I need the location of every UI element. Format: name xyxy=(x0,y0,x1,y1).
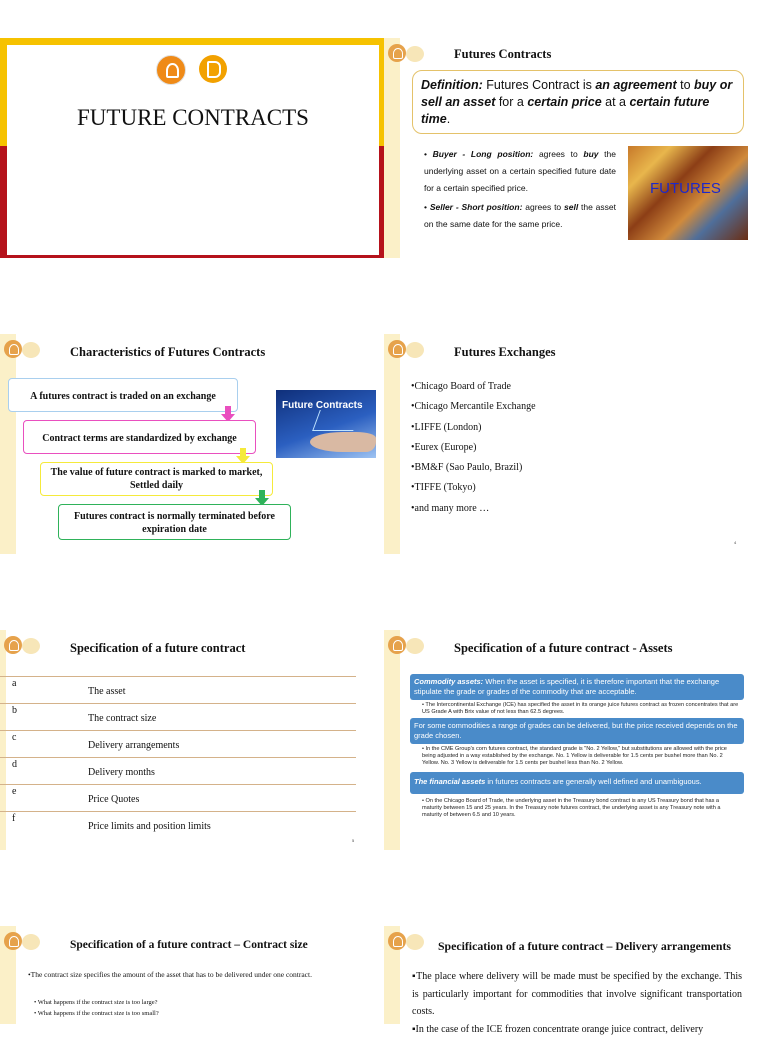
definition-emphasis: certain price xyxy=(527,95,601,109)
slide-title: Specification of a future contract – Contract size xyxy=(70,939,308,951)
exchange-item: •LIFFE (London) xyxy=(411,418,536,438)
spec-letter: c xyxy=(12,732,16,743)
faculty-logo-icon xyxy=(22,342,40,358)
spec-letter: f xyxy=(12,813,15,824)
slide-specification xyxy=(0,630,384,850)
spec-letter: e xyxy=(12,786,16,797)
exchange-item: •Eurex (Europe) xyxy=(411,438,536,458)
faculty-logo-icon xyxy=(406,46,424,62)
spec-text: The contract size xyxy=(88,713,156,724)
characteristic-box: The value of future contract is marked to market, Settled daily xyxy=(40,462,273,496)
contract-size-text: •The contract size specifies the amount of the asset that has to be delivered under one contract. xyxy=(28,967,348,982)
deck-title: FUTURE CONTRACTS xyxy=(7,105,379,131)
bullet-verb: buy xyxy=(583,149,598,159)
exchange-item: •Chicago Board of Trade xyxy=(411,377,536,397)
characteristic-box: Contract terms are standardized by exchange xyxy=(23,420,256,454)
university-logo-icon xyxy=(4,636,22,654)
bullet-verb: sell xyxy=(564,202,578,212)
university-logo-icon xyxy=(388,932,406,950)
spec-text: Delivery arrangements xyxy=(88,740,179,751)
image-caption: Future Contracts xyxy=(282,400,363,411)
delivery-text xyxy=(412,968,742,1038)
slide-logos xyxy=(4,636,38,656)
band-text: in futures contracts are generally well defined and unambiguous. xyxy=(485,777,701,786)
definition-text: at a xyxy=(602,95,630,109)
exchange-item: •Chicago Mercantile Exchange xyxy=(411,397,536,417)
grades-band xyxy=(410,718,744,744)
band-text: For some commodities a range of grades can be delivered, but the price received depends on the grade chosen. xyxy=(414,721,738,740)
slide-title: Characteristics of Futures Contracts xyxy=(70,345,265,360)
slide-inner xyxy=(7,45,379,255)
bullet-lead: Buyer - Long position: xyxy=(433,149,534,159)
slide-futures-exchanges xyxy=(384,334,768,554)
slide-futures-contracts xyxy=(384,38,768,258)
faculty-logo-icon xyxy=(22,934,40,950)
slide-logos xyxy=(388,932,422,952)
slide-side-strip xyxy=(384,630,400,850)
delivery-paragraph: ▪The place where delivery will be made must be specified by the exchange. This is particularly important for commodities that involve significant transportation costs. xyxy=(412,968,742,1021)
definition-text: for a xyxy=(495,95,527,109)
slide-title: Futures Exchanges xyxy=(454,345,556,360)
spec-letter: d xyxy=(12,759,17,770)
spec-letter: a xyxy=(12,678,16,689)
slide-side-strip xyxy=(0,334,16,554)
page-number: 4 xyxy=(734,540,736,545)
band-text: When the asset is specified, it is therefore important that the exchange stipulate the grade or grades of the commodity that are acceptable. xyxy=(414,677,719,696)
slide-contract-size xyxy=(0,926,384,1024)
exchange-item: •and many more … xyxy=(411,499,536,519)
university-logo-icon xyxy=(4,340,22,358)
spec-row xyxy=(0,703,356,731)
university-logo-icon xyxy=(388,636,406,654)
slide-logos xyxy=(4,340,38,360)
definition-text: to xyxy=(677,78,694,92)
bullet-text: the underlying asset on a certain specified future date for a certain specified price. xyxy=(424,149,616,193)
exchange-item: •BM&F (Sao Paulo, Brazil) xyxy=(411,458,536,478)
image-chart-line xyxy=(312,410,361,431)
sub-bullet: • In the CME Group's corn futures contract, the standard grade is "No. 2 Yellow," but substitutions are allowed with the price being adjusted in a way established by the exchange. No. 1 Yellow is deliverable for 1.5 cents per bushel more than No. 2 Yellow. No. 3 Yellow is deliverable for 1.5 cents per bushel less than No. 2 Yellow. xyxy=(422,746,740,767)
image-hand xyxy=(310,432,376,452)
contract-size-question: • What happens if the contract size is too small? xyxy=(34,1008,159,1020)
slide-logos xyxy=(388,44,422,64)
spec-letter: b xyxy=(12,705,17,716)
spec-row xyxy=(0,757,356,785)
slide-title: Specification of a future contract - Assets xyxy=(454,641,672,656)
faculty-logo-icon xyxy=(22,638,40,654)
slide-side-strip xyxy=(384,334,400,554)
bullet-buyer: • Buyer - Long position: agrees to buy the underlying asset on a certain specified future date for a certain specified price. xyxy=(424,146,616,197)
sub-bullet: • On the Chicago Board of Trade, the underlying asset in the Treasury bond contract is any US Treasury bond that has a maturity between 15 and 25 years. In the Treasury note futures contract, the underlying asset is any Treasury note with a maturity of between 6.5 and 10 years. xyxy=(422,798,740,819)
slide-delivery-arrangements xyxy=(384,926,768,1024)
spec-text: Delivery months xyxy=(88,767,155,778)
definition-emphasis: an agreement xyxy=(595,78,676,92)
future-contracts-image xyxy=(276,390,376,458)
definition-box xyxy=(412,70,744,134)
bullet-text: the asset on the same date for the same price. xyxy=(424,202,616,229)
faculty-logo-icon xyxy=(406,934,424,950)
exchange-list xyxy=(411,377,536,519)
slide-logos xyxy=(388,636,422,656)
spec-text: Price limits and position limits xyxy=(88,821,211,832)
faculty-logo-icon xyxy=(406,638,424,654)
bullet-text: agrees to xyxy=(522,202,564,212)
page-number: 5 xyxy=(352,838,354,843)
slide-logos xyxy=(388,340,422,360)
university-logo-icon xyxy=(388,340,406,358)
faculty-logo-icon xyxy=(406,342,424,358)
slide-characteristics xyxy=(0,334,384,554)
slide-title: Specification of a future contract xyxy=(70,641,245,656)
commodity-assets-band xyxy=(410,674,744,700)
slide-title: Futures Contracts xyxy=(454,47,551,62)
bullet-text: agrees to xyxy=(533,149,583,159)
definition-text: Futures Contract is xyxy=(483,78,596,92)
definition-text: . xyxy=(447,112,450,126)
spec-row xyxy=(0,811,356,838)
spec-text: Price Quotes xyxy=(88,794,139,805)
slide-title: Specification of a future contract – Delivery arrangements xyxy=(438,939,731,954)
bullet-seller: • Seller - Short position: agrees to sell the asset on the same date for the same price. xyxy=(424,199,616,233)
university-logo-icon xyxy=(156,55,186,85)
definition-emphasis: certain future time xyxy=(421,95,709,126)
exchange-item: •TIFFE (Tokyo) xyxy=(411,478,536,498)
university-logo-icon xyxy=(4,932,22,950)
spec-row xyxy=(0,784,356,812)
spec-row xyxy=(0,676,356,704)
slide-side-strip xyxy=(384,38,400,258)
slide-title xyxy=(0,38,384,258)
financial-assets-band xyxy=(410,772,744,794)
contract-size-question: • What happens if the contract size is too large? xyxy=(34,997,158,1009)
spec-text: The asset xyxy=(88,686,126,697)
faculty-logo-icon xyxy=(199,55,227,83)
definition-label: Definition: xyxy=(421,78,483,92)
futures-image-caption: FUTURES xyxy=(650,180,721,197)
band-lead: Commodity assets: xyxy=(414,677,483,686)
bullet-lead: Seller - Short position: xyxy=(430,202,523,212)
characteristic-box: A futures contract is traded on an exchange xyxy=(8,378,238,412)
slide-spec-assets xyxy=(384,630,768,850)
futures-commodities-image xyxy=(628,146,748,240)
sub-bullet: • The Intercontinental Exchange (ICE) has specified the asset in its orange juice futures contract as frozen concentrates that are US Grade A with Brix value of not less than 62.5 degrees. xyxy=(422,702,740,716)
band-lead: The financial assets xyxy=(414,777,485,786)
spec-row xyxy=(0,730,356,758)
slide-logos xyxy=(4,932,38,952)
characteristic-box: Futures contract is normally terminated before expiration date xyxy=(58,504,291,540)
delivery-paragraph: ▪In the case of the ICE frozen concentrate orange juice contract, delivery xyxy=(412,1021,742,1038)
university-logo-icon xyxy=(388,44,406,62)
definition-emphasis: buy or sell an asset xyxy=(421,78,732,109)
